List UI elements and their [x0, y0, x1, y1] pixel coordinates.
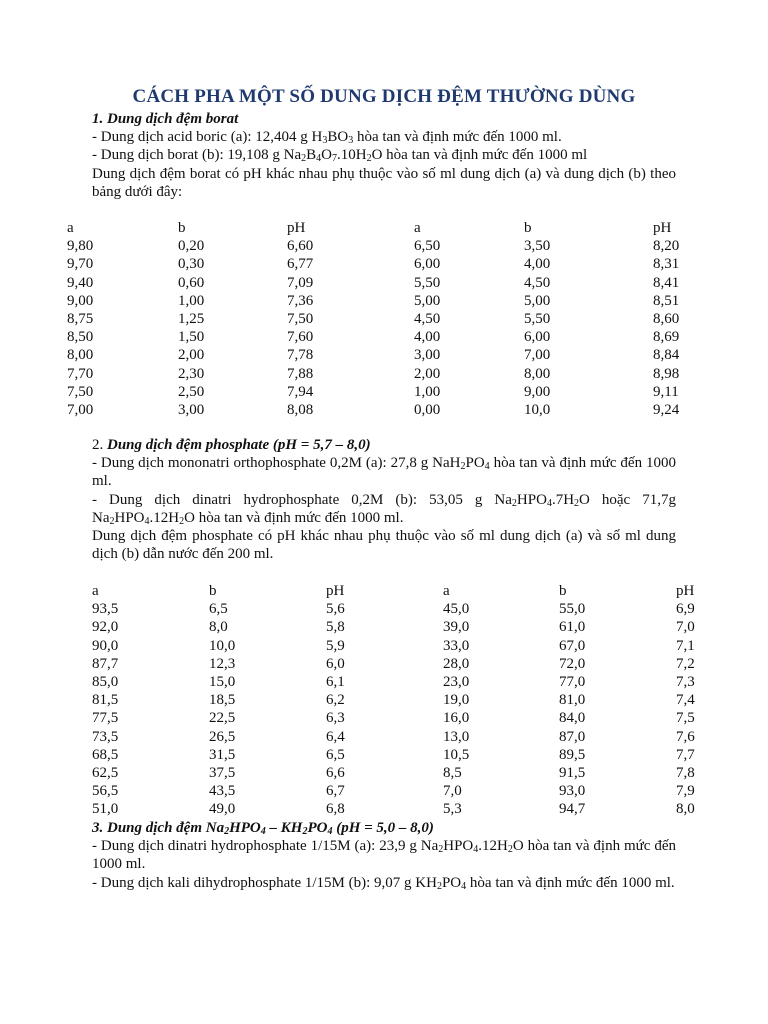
table-cell: 9,24: [653, 401, 680, 418]
table-cell: 7,00: [67, 401, 94, 418]
phosphate-description: Dung dịch đệm phosphate có pH khác nhau phụ thuộc vào số ml dung dịch (a) và số ml dung dịch (b) dẫn nước đến 200 ml.: [92, 528, 676, 563]
table-cell: 7,36: [287, 292, 314, 309]
table-cell: 7,0: [443, 783, 462, 800]
table-cell: 33,0: [443, 637, 470, 654]
table-cell: 2,50: [178, 383, 205, 400]
table-row: [67, 292, 727, 310]
table-cell: 1,00: [414, 383, 441, 400]
table-cell: 8,60: [653, 310, 680, 327]
table-cell: 31,5: [209, 746, 236, 763]
table-cell: 77,0: [559, 673, 586, 690]
table-cell: 1,00: [178, 292, 205, 309]
table-row: [92, 800, 752, 818]
table-cell: 77,5: [92, 710, 119, 727]
phosphate-table: [92, 582, 752, 818]
table-cell: 0,00: [414, 401, 441, 418]
table-cell: 8,98: [653, 365, 680, 382]
table-row: [67, 255, 727, 273]
column-header: b: [524, 220, 532, 236]
table-cell: 0,30: [178, 256, 205, 273]
table-cell: 8,0: [209, 619, 228, 636]
table-cell: 18,5: [209, 692, 236, 709]
table-cell: 22,5: [209, 710, 236, 727]
table-cell: 7,0: [676, 619, 695, 636]
table-cell: 10,0: [524, 401, 551, 418]
table-cell: 6,3: [326, 710, 345, 727]
table-cell: 87,7: [92, 655, 119, 672]
table-cell: 5,8: [326, 619, 345, 636]
table-cell: 7,9: [676, 783, 695, 800]
table-cell: 7,3: [676, 673, 695, 690]
table-cell: 8,0: [676, 801, 695, 818]
table-cell: 15,0: [209, 673, 236, 690]
column-header: a: [67, 220, 74, 236]
section-na2hpo4-kh2po4: [92, 819, 676, 892]
table-header-row: [92, 582, 752, 600]
table-cell: 7,4: [676, 692, 695, 709]
table-cell: 84,0: [559, 710, 586, 727]
column-header: pH: [676, 583, 695, 599]
table-cell: 61,0: [559, 619, 586, 636]
table-cell: 8,31: [653, 256, 680, 273]
table-cell: 6,6: [326, 764, 345, 781]
table-cell: 49,0: [209, 801, 236, 818]
table-cell: 4,00: [524, 256, 551, 273]
column-header: a: [443, 583, 450, 599]
table-cell: 72,0: [559, 655, 586, 672]
table-cell: 73,5: [92, 728, 119, 745]
table-cell: 45,0: [443, 601, 470, 618]
table-cell: 6,00: [524, 329, 551, 346]
section-borat: [92, 110, 676, 201]
table-cell: 2,00: [414, 365, 441, 382]
table-cell: 81,0: [559, 692, 586, 709]
table-cell: 2,30: [178, 365, 205, 382]
table-cell: 7,5: [676, 710, 695, 727]
table-row: [67, 365, 727, 383]
table-header-row: [67, 219, 727, 237]
table-cell: 19,0: [443, 692, 470, 709]
table-row: [92, 782, 752, 800]
table-cell: 10,5: [443, 746, 470, 763]
table-cell: 9,70: [67, 256, 94, 273]
table-cell: 6,0: [326, 655, 345, 672]
table-cell: 6,77: [287, 256, 314, 273]
table-cell: 0,20: [178, 238, 205, 255]
table-cell: 4,00: [414, 329, 441, 346]
table-row: [67, 401, 727, 419]
column-header: a: [92, 583, 99, 599]
table-cell: 8,84: [653, 347, 680, 364]
table-cell: 5,50: [414, 274, 441, 291]
table-cell: 4,50: [414, 310, 441, 327]
column-header: b: [178, 220, 186, 236]
table-cell: 7,2: [676, 655, 695, 672]
table-cell: 5,00: [414, 292, 441, 309]
table-cell: 91,5: [559, 764, 586, 781]
table-cell: 2,00: [178, 347, 205, 364]
table-row: [67, 383, 727, 401]
table-cell: 7,50: [287, 310, 314, 327]
table-cell: 23,0: [443, 673, 470, 690]
borat-solution-a: - Dung dịch acid boric (a): 12,404 g $H_3BO_3$ hòa tan và định mức đến 1000 ml.: [92, 129, 562, 147]
table-cell: 6,00: [414, 256, 441, 273]
borat-table: [67, 219, 727, 419]
table-cell: 3,00: [178, 401, 205, 418]
column-header: pH: [326, 583, 345, 599]
table-cell: 8,69: [653, 329, 680, 346]
section-3-heading: 3. Dung dịch đệm $Na_2HPO_4 - KH_2PO_4$ (pH = 5,0 – 8,0): [92, 820, 434, 837]
table-row: [92, 655, 752, 673]
table-row: [92, 691, 752, 709]
table-cell: 9,00: [67, 292, 94, 309]
column-header: b: [209, 583, 217, 599]
table-row: [67, 274, 727, 292]
table-cell: 8,75: [67, 310, 94, 327]
table-cell: 7,94: [287, 383, 314, 400]
table-row: [67, 237, 727, 255]
table-cell: 6,8: [326, 801, 345, 818]
table-cell: 8,00: [67, 347, 94, 364]
table-cell: 9,40: [67, 274, 94, 291]
table-row: [92, 746, 752, 764]
table-cell: 8,51: [653, 292, 680, 309]
table-cell: 16,0: [443, 710, 470, 727]
table-cell: 8,08: [287, 401, 314, 418]
table-cell: 28,0: [443, 655, 470, 672]
table-cell: 7,50: [67, 383, 94, 400]
table-cell: 6,9: [676, 601, 695, 618]
s3-solution-b: - Dung dịch kali dihydrophosphate 1/15M (b): 9,07 g $KH_2PO_4$ hòa tan và định mức đến 1000 ml.: [92, 874, 675, 892]
column-header: pH: [653, 220, 672, 236]
table-cell: 5,6: [326, 601, 345, 618]
table-row: [67, 310, 727, 328]
table-cell: 6,50: [414, 238, 441, 255]
table-cell: 5,3: [443, 801, 462, 818]
table-cell: 8,50: [67, 329, 94, 346]
table-cell: 85,0: [92, 673, 119, 690]
table-cell: 12,3: [209, 655, 236, 672]
table-cell: 39,0: [443, 619, 470, 636]
table-cell: 9,11: [653, 383, 679, 400]
table-cell: 92,0: [92, 619, 119, 636]
table-cell: 37,5: [209, 764, 236, 781]
table-cell: 7,09: [287, 274, 314, 291]
table-cell: 51,0: [92, 801, 119, 818]
table-cell: 43,5: [209, 783, 236, 800]
table-cell: 9,00: [524, 383, 551, 400]
table-row: [92, 728, 752, 746]
table-cell: 3,00: [414, 347, 441, 364]
table-row: [92, 600, 752, 618]
table-cell: 1,50: [178, 329, 205, 346]
table-cell: 68,5: [92, 746, 119, 763]
table-cell: 13,0: [443, 728, 470, 745]
table-cell: 3,50: [524, 238, 551, 255]
table-cell: 8,20: [653, 238, 680, 255]
table-cell: 7,6: [676, 728, 695, 745]
table-cell: 6,5: [326, 746, 345, 763]
table-cell: 7,00: [524, 347, 551, 364]
table-cell: 6,2: [326, 692, 345, 709]
table-cell: 67,0: [559, 637, 586, 654]
table-cell: 93,0: [559, 783, 586, 800]
table-row: [92, 637, 752, 655]
table-cell: 9,80: [67, 238, 94, 255]
phosphate-solution-a: - Dung dịch mononatri orthophosphate 0,2M (a): 27,8 g $NaH_2PO_4$ hòa tan và định mức đến 1000 ml.: [92, 455, 676, 490]
table-cell: 89,5: [559, 746, 586, 763]
table-cell: 90,0: [92, 637, 119, 654]
table-row: [92, 618, 752, 636]
table-cell: 7,60: [287, 329, 314, 346]
table-cell: 7,8: [676, 764, 695, 781]
section-2-heading: 2. Dung dịch đệm phosphate (pH = 5,7 – 8,0): [92, 437, 371, 453]
table-cell: 81,5: [92, 692, 119, 709]
table-cell: 6,4: [326, 728, 345, 745]
section-1-heading: 1. Dung dịch đệm borat: [92, 111, 239, 127]
table-cell: 7,1: [676, 637, 695, 654]
table-row: [92, 709, 752, 727]
table-cell: 7,70: [67, 365, 94, 382]
table-cell: 4,50: [524, 274, 551, 291]
table-cell: 8,5: [443, 764, 462, 781]
column-header: pH: [287, 220, 306, 236]
table-cell: 55,0: [559, 601, 586, 618]
table-cell: 10,0: [209, 637, 236, 654]
table-cell: 6,1: [326, 673, 345, 690]
table-cell: 94,7: [559, 801, 586, 818]
table-row: [67, 346, 727, 364]
table-cell: 87,0: [559, 728, 586, 745]
phosphate-solution-b: - Dung dịch dinatri hydrophosphate 0,2M (b): 53,05 g $Na_2HPO_4.7H_2O$ hoặc 71,7g $Na_2HPO_4.12H_2O$ hòa tan và định mức đến 1000 ml.: [92, 491, 676, 527]
table-cell: 5,00: [524, 292, 551, 309]
page-title: CÁCH PHA MỘT SỐ DUNG DỊCH ĐỆM THƯỜNG DÙNG: [132, 86, 636, 107]
s3-solution-a: - Dung dịch dinatri hydrophosphate 1/15M (a): 23,9 g $Na_2HPO_4.12H_2O$ hòa tan và định mức đến 1000 ml.: [92, 838, 676, 873]
table-cell: 5,9: [326, 637, 345, 654]
table-cell: 62,5: [92, 764, 119, 781]
table-cell: 1,25: [178, 310, 205, 327]
table-cell: 7,78: [287, 347, 314, 364]
table-cell: 8,00: [524, 365, 551, 382]
table-cell: 8,41: [653, 274, 680, 291]
table-cell: 5,50: [524, 310, 551, 327]
borat-description: Dung dịch đệm borat có pH khác nhau phụ thuộc vào số ml dung dịch (a) và dung dịch (b) theo bảng dưới đây:: [92, 165, 676, 200]
table-row: [67, 328, 727, 346]
table-cell: 6,5: [209, 601, 228, 618]
table-cell: 6,60: [287, 238, 314, 255]
table-cell: 6,7: [326, 783, 345, 800]
column-header: b: [559, 583, 567, 599]
section-phosphate: [92, 436, 676, 563]
table-cell: 93,5: [92, 601, 119, 618]
table-row: [92, 764, 752, 782]
table-row: [92, 673, 752, 691]
table-cell: 56,5: [92, 783, 119, 800]
table-cell: 26,5: [209, 728, 236, 745]
column-header: a: [414, 220, 421, 236]
table-cell: 0,60: [178, 274, 205, 291]
table-cell: 7,88: [287, 365, 314, 382]
borat-solution-b: - Dung dịch borat (b): 19,108 g $Na_2B_4O_7.10H_2O$ hòa tan và định mức đến 1000 ml: [92, 147, 588, 165]
table-cell: 7,7: [676, 746, 695, 763]
